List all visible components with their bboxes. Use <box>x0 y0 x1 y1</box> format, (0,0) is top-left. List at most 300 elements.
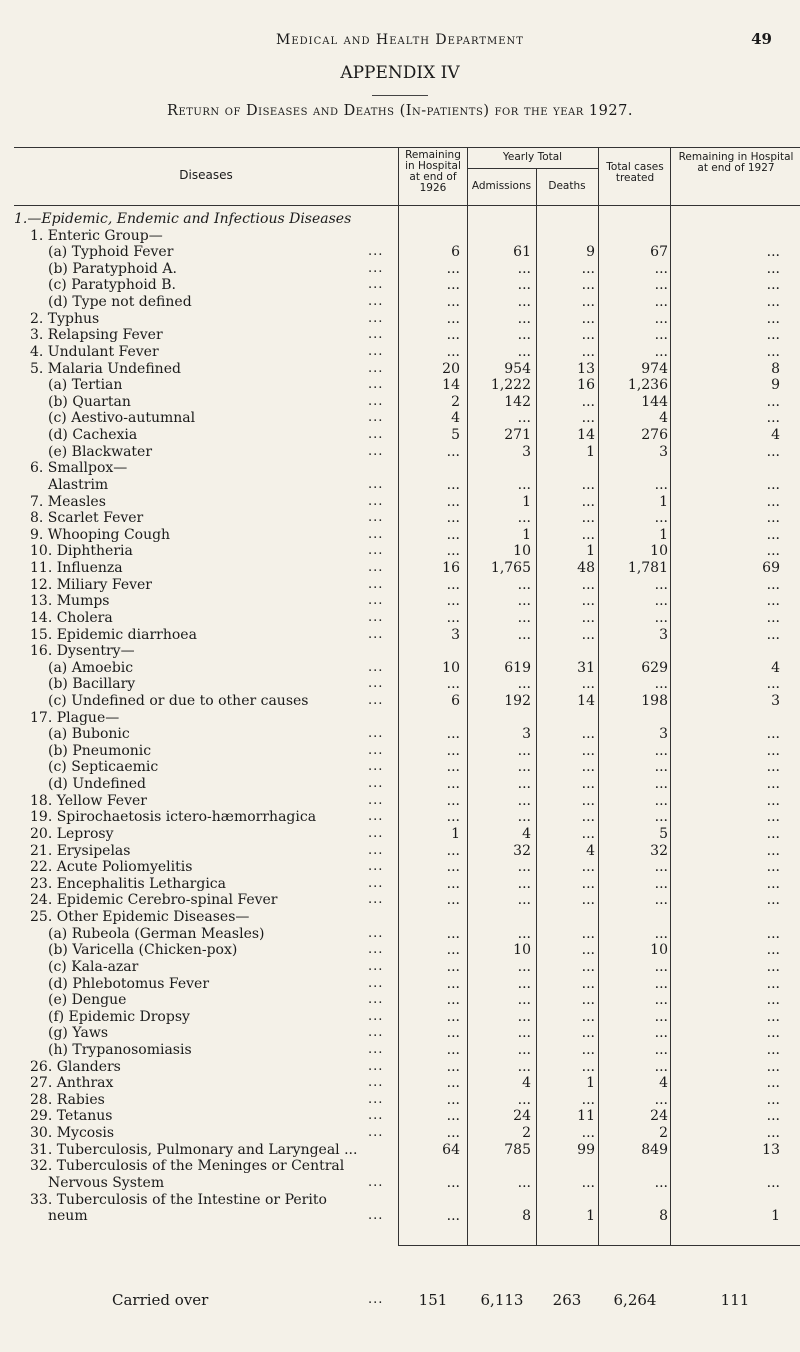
cell-remaining-1927: ... <box>766 410 780 427</box>
disease-label: 15. Epidemic diarrhoea <box>30 626 197 643</box>
table-row <box>0 1141 800 1159</box>
cell-deaths: 14 <box>577 692 595 709</box>
cell-total-cases: 276 <box>641 427 668 444</box>
cell-total-cases: 849 <box>641 1141 668 1158</box>
cell-deaths: ... <box>581 1025 595 1042</box>
cell-admissions: 4 <box>522 1075 531 1092</box>
table-row <box>0 276 800 294</box>
table-row <box>0 858 800 876</box>
col-head-admissions: Admissions <box>471 180 532 192</box>
cell-admissions: ... <box>517 676 531 693</box>
cell-remaining-1926: ... <box>446 676 460 693</box>
cell-admissions: ... <box>517 792 531 809</box>
cell-remaining-1926: ... <box>446 343 460 360</box>
leader-dots: ... <box>368 759 384 775</box>
cell-remaining-1927: 3 <box>771 692 780 709</box>
cell-admissions: 1,765 <box>490 560 531 577</box>
cell-admissions: ... <box>517 310 531 327</box>
cell-deaths: 1 <box>586 443 595 460</box>
cell-deaths: ... <box>581 626 595 643</box>
cell-deaths: ... <box>581 925 595 942</box>
leader-dots: ... <box>368 327 384 343</box>
cell-total-cases: ... <box>654 327 668 344</box>
leader-dots: ... <box>368 493 384 509</box>
cell-total-cases: 3 <box>659 626 668 643</box>
cell-remaining-1926: ... <box>446 310 460 327</box>
table-row <box>0 1008 800 1026</box>
table-row <box>0 659 800 677</box>
cell-deaths: 14 <box>577 427 595 444</box>
carried-over-remaining-1926: 151 <box>418 1291 448 1309</box>
cell-admissions: ... <box>517 759 531 776</box>
cell-total-cases: 4 <box>659 410 668 427</box>
cell-deaths: ... <box>581 1125 595 1142</box>
table-row <box>0 1207 800 1225</box>
cell-remaining-1926: ... <box>446 726 460 743</box>
cell-remaining-1927: ... <box>766 327 780 344</box>
disease-label: neum <box>48 1208 88 1225</box>
cell-remaining-1927: ... <box>766 593 780 610</box>
cell-remaining-1927: ... <box>766 1075 780 1092</box>
cell-remaining-1926: 2 <box>451 393 460 410</box>
cell-remaining-1926: ... <box>446 1108 460 1125</box>
cell-total-cases: 1 <box>659 526 668 543</box>
leader-dots: ... <box>368 576 384 592</box>
cell-remaining-1927: ... <box>766 792 780 809</box>
disease-label: 13. Mumps <box>30 593 110 610</box>
table-row <box>0 792 800 810</box>
table-row <box>0 576 800 594</box>
leader-dots: ... <box>368 410 384 426</box>
leader-dots: ... <box>368 626 384 642</box>
leader-dots: ... <box>368 427 384 443</box>
disease-label: (g) Yaws <box>48 1025 109 1042</box>
disease-label: 10. Diphtheria <box>30 543 133 560</box>
subtotal-rule <box>398 1245 800 1246</box>
cell-admissions: ... <box>517 343 531 360</box>
leader-dots: ... <box>368 609 384 625</box>
cell-remaining-1926: ... <box>446 1075 460 1092</box>
cell-admissions: 954 <box>504 360 531 377</box>
cell-remaining-1926: ... <box>446 294 460 311</box>
cell-total-cases: ... <box>654 792 668 809</box>
leader-dots: ... <box>368 294 384 310</box>
cell-remaining-1927: ... <box>766 975 780 992</box>
table-row <box>0 459 800 477</box>
appendix-title: APPENDIX IV <box>340 63 460 83</box>
disease-label: 14. Cholera <box>30 609 113 626</box>
disease-label: 22. Acute Poliomyelitis <box>30 859 193 876</box>
disease-label: (b) Pneumonic <box>48 742 152 759</box>
table-row <box>0 1024 800 1042</box>
disease-label: 21. Erysipelas <box>30 842 131 859</box>
cell-deaths: ... <box>581 792 595 809</box>
cell-admissions: 785 <box>504 1141 531 1158</box>
cell-total-cases: 1,236 <box>627 377 668 394</box>
cell-remaining-1927: ... <box>766 1058 780 1075</box>
leader-dots: ... <box>368 393 384 409</box>
disease-label: 30. Mycosis <box>30 1125 115 1142</box>
cell-total-cases: ... <box>654 576 668 593</box>
disease-label: 28. Rabies <box>30 1091 105 1108</box>
cell-deaths: ... <box>581 310 595 327</box>
cell-admissions: ... <box>517 476 531 493</box>
disease-label: 24. Epidemic Cerebro-spinal Fever <box>30 892 278 909</box>
leader-dots: ... <box>368 1008 384 1024</box>
cell-deaths: ... <box>581 975 595 992</box>
cell-remaining-1927: 1 <box>771 1208 780 1225</box>
cell-remaining-1926: ... <box>446 260 460 277</box>
cell-deaths: ... <box>581 726 595 743</box>
cell-total-cases: ... <box>654 676 668 693</box>
col-head-remaining-1926: Remaining in Hospital at end of 1926 <box>405 149 461 194</box>
cell-remaining-1926: ... <box>446 443 460 460</box>
cell-remaining-1926: ... <box>446 925 460 942</box>
cell-total-cases: 4 <box>659 1075 668 1092</box>
cell-remaining-1926: ... <box>446 1058 460 1075</box>
cell-total-cases: 629 <box>641 659 668 676</box>
table-row <box>0 925 800 943</box>
cell-total-cases: ... <box>654 776 668 793</box>
cell-remaining-1927: ... <box>766 443 780 460</box>
disease-label: 8. Scarlet Fever <box>30 510 144 527</box>
table-row <box>0 393 800 411</box>
cell-total-cases: ... <box>654 294 668 311</box>
cell-remaining-1926: ... <box>446 859 460 876</box>
disease-label: 31. Tuberculosis, Pulmonary and Laryngeal ... <box>30 1141 358 1158</box>
cell-remaining-1926: ... <box>446 510 460 527</box>
leader-dots: ... <box>368 1174 384 1190</box>
cell-total-cases: ... <box>654 925 668 942</box>
cell-remaining-1927: ... <box>766 343 780 360</box>
cell-total-cases: ... <box>654 809 668 826</box>
cell-remaining-1926: ... <box>446 1008 460 1025</box>
cell-admissions: ... <box>517 609 531 626</box>
leader-dots: ... <box>368 277 384 293</box>
cell-total-cases: ... <box>654 759 668 776</box>
cell-admissions: 619 <box>504 659 531 676</box>
cell-remaining-1927: ... <box>766 676 780 693</box>
table-row <box>0 626 800 644</box>
cell-remaining-1926: ... <box>446 493 460 510</box>
disease-label: 4. Undulant Fever <box>30 343 159 360</box>
carried-over-deaths: 263 <box>552 1291 582 1309</box>
carried-over-label: Carried over <box>112 1291 209 1309</box>
cell-admissions: 32 <box>513 842 531 859</box>
cell-admissions: ... <box>517 327 531 344</box>
cell-total-cases: 5 <box>659 825 668 842</box>
leader-dots: ... <box>368 842 384 858</box>
table-row <box>0 642 800 660</box>
cell-remaining-1926: ... <box>446 593 460 610</box>
cell-remaining-1926: 10 <box>442 659 460 676</box>
carried-over-admissions: 6,113 <box>480 1291 524 1309</box>
cell-remaining-1927: ... <box>766 476 780 493</box>
cell-remaining-1927: ... <box>766 809 780 826</box>
leader-dots: ... <box>368 742 384 758</box>
cell-remaining-1926: 1 <box>451 825 460 842</box>
cell-admissions: 2 <box>522 1125 531 1142</box>
carried-over-remaining-1927: 111 <box>720 1291 750 1309</box>
cell-total-cases: ... <box>654 975 668 992</box>
table-row <box>0 1091 800 1109</box>
table-row <box>0 476 800 494</box>
cell-admissions: ... <box>517 1008 531 1025</box>
table-row <box>0 526 800 544</box>
table-row <box>0 991 800 1009</box>
cell-total-cases: 10 <box>650 942 668 959</box>
disease-label: 2. Typhus <box>30 310 100 327</box>
disease-label: (c) Septicaemic <box>48 759 159 776</box>
disease-label: Alastrim <box>48 476 109 493</box>
cell-remaining-1927: ... <box>766 942 780 959</box>
disease-label: 6. Smallpox— <box>30 460 128 477</box>
leader-dots: ... <box>368 543 384 559</box>
table-row <box>0 1107 800 1125</box>
cell-admissions: 24 <box>513 1108 531 1125</box>
cell-admissions: ... <box>517 1058 531 1075</box>
cell-admissions: 3 <box>522 443 531 460</box>
cell-remaining-1927: ... <box>766 294 780 311</box>
cell-remaining-1926: ... <box>446 576 460 593</box>
cell-total-cases: ... <box>654 1025 668 1042</box>
cell-deaths: 16 <box>577 377 595 394</box>
cell-remaining-1927: ... <box>766 958 780 975</box>
disease-label: (d) Undefined <box>48 776 146 793</box>
cell-deaths: ... <box>581 742 595 759</box>
cell-admissions: 10 <box>513 942 531 959</box>
cell-admissions: ... <box>517 958 531 975</box>
cell-admissions: 61 <box>513 244 531 261</box>
leader-dots: ... <box>368 1292 384 1307</box>
cell-admissions: ... <box>517 294 531 311</box>
disease-label: 23. Encephalitis Lethargica <box>30 875 226 892</box>
cell-deaths: ... <box>581 942 595 959</box>
leader-dots: ... <box>368 676 384 692</box>
leader-dots: ... <box>368 875 384 891</box>
cell-remaining-1926: 14 <box>442 377 460 394</box>
cell-total-cases: ... <box>654 260 668 277</box>
cell-remaining-1926: ... <box>446 1208 460 1225</box>
disease-label: (d) Type not defined <box>48 294 192 311</box>
cell-admissions: ... <box>517 892 531 909</box>
table-top-rule <box>14 147 800 148</box>
cell-remaining-1927: ... <box>766 825 780 842</box>
cell-deaths: ... <box>581 476 595 493</box>
cell-remaining-1927: ... <box>766 1091 780 1108</box>
leader-dots: ... <box>368 476 384 492</box>
cell-remaining-1926: ... <box>446 543 460 560</box>
table-row <box>0 1124 800 1142</box>
disease-label: 33. Tuberculosis of the Intestine or Perito <box>30 1191 327 1208</box>
leader-dots: ... <box>368 792 384 808</box>
table-row <box>0 908 800 926</box>
leader-dots: ... <box>368 925 384 941</box>
cell-remaining-1926: ... <box>446 809 460 826</box>
cell-admissions: 10 <box>513 543 531 560</box>
table-row <box>0 326 800 344</box>
cell-remaining-1926: ... <box>446 942 460 959</box>
cell-remaining-1927: ... <box>766 310 780 327</box>
leader-dots: ... <box>368 659 384 675</box>
cell-admissions: 1 <box>522 493 531 510</box>
cell-admissions: ... <box>517 859 531 876</box>
leader-dots: ... <box>368 377 384 393</box>
disease-label: 18. Yellow Fever <box>30 792 147 809</box>
cell-deaths: ... <box>581 493 595 510</box>
leader-dots: ... <box>368 958 384 974</box>
cell-total-cases: ... <box>654 476 668 493</box>
cell-total-cases: 198 <box>641 692 668 709</box>
disease-label: 11. Influenza <box>30 560 123 577</box>
cell-total-cases: 67 <box>650 244 668 261</box>
disease-label: 27. Anthrax <box>30 1075 114 1092</box>
table-row <box>0 592 800 610</box>
cell-deaths: ... <box>581 958 595 975</box>
cell-remaining-1926: 5 <box>451 427 460 444</box>
cell-total-cases: 32 <box>650 842 668 859</box>
cell-remaining-1927: 69 <box>762 560 780 577</box>
disease-label: (h) Trypanosomiasis <box>48 1042 192 1058</box>
leader-dots: ... <box>368 526 384 542</box>
cell-admissions: 192 <box>504 692 531 709</box>
cell-admissions: 271 <box>504 427 531 444</box>
cell-deaths: ... <box>581 892 595 909</box>
cell-remaining-1927: ... <box>766 992 780 1009</box>
disease-label: (e) Blackwater <box>48 443 153 460</box>
cell-deaths: 99 <box>577 1141 595 1158</box>
cell-remaining-1926: ... <box>446 1091 460 1108</box>
disease-label: 12. Miliary Fever <box>30 576 153 593</box>
table-row <box>0 609 800 627</box>
cell-total-cases: ... <box>654 1008 668 1025</box>
cell-deaths: 11 <box>577 1108 595 1125</box>
disease-label: 17. Plague— <box>30 709 120 726</box>
leader-dots: ... <box>368 809 384 825</box>
table-row <box>0 742 800 760</box>
col-head-diseases: Diseases <box>179 168 233 182</box>
cell-total-cases: ... <box>654 310 668 327</box>
cell-admissions: ... <box>517 1042 531 1058</box>
cell-remaining-1927: ... <box>766 875 780 892</box>
table-row <box>0 758 800 776</box>
leader-dots: ... <box>368 726 384 742</box>
cell-remaining-1927: 4 <box>771 659 780 676</box>
header-bottom-rule <box>14 205 800 206</box>
leader-dots: ... <box>368 1058 384 1074</box>
disease-label: (d) Cachexia <box>48 427 138 444</box>
cell-remaining-1926: ... <box>446 759 460 776</box>
disease-label: 9. Whooping Cough <box>30 526 171 543</box>
disease-label: (c) Paratyphoid B. <box>48 277 176 294</box>
disease-label: (a) Bubonic <box>48 726 130 743</box>
cell-total-cases: ... <box>654 958 668 975</box>
disease-label: (a) Amoebic <box>48 659 134 676</box>
disease-label: 5. Malaria Undefined <box>30 360 181 377</box>
leader-dots: ... <box>368 1042 384 1057</box>
table-row <box>0 227 800 245</box>
disease-label: 32. Tuberculosis of the Meninges or Central <box>30 1158 345 1175</box>
disease-label: (a) Rubeola (German Measles) <box>48 925 265 942</box>
table-row <box>0 360 800 378</box>
cell-total-cases: 2 <box>659 1125 668 1142</box>
cell-deaths: ... <box>581 776 595 793</box>
table-row <box>0 426 800 444</box>
cell-remaining-1927: ... <box>766 759 780 776</box>
cell-remaining-1927: ... <box>766 393 780 410</box>
table-row <box>0 675 800 693</box>
cell-remaining-1926: ... <box>446 875 460 892</box>
table-row <box>0 1058 800 1076</box>
leader-dots: ... <box>368 443 384 459</box>
leader-dots: ... <box>368 244 384 260</box>
cell-remaining-1927: 8 <box>771 360 780 377</box>
cell-deaths: ... <box>581 510 595 527</box>
cell-deaths: ... <box>581 859 595 876</box>
cell-remaining-1926: ... <box>446 842 460 859</box>
cell-deaths: ... <box>581 410 595 427</box>
cell-deaths: ... <box>581 992 595 1009</box>
leader-dots: ... <box>368 593 384 609</box>
cell-admissions: 8 <box>522 1208 531 1225</box>
cell-remaining-1926: ... <box>446 792 460 809</box>
cell-remaining-1926: ... <box>446 277 460 294</box>
cell-deaths: ... <box>581 1174 595 1191</box>
cell-remaining-1927: ... <box>766 1125 780 1142</box>
cell-remaining-1927: ... <box>766 277 780 294</box>
cell-remaining-1927: ... <box>766 260 780 277</box>
cell-remaining-1927: ... <box>766 859 780 876</box>
cell-remaining-1927: ... <box>766 1008 780 1025</box>
col-head-yearly-total: Yearly Total <box>502 151 563 163</box>
cell-deaths: ... <box>581 294 595 311</box>
leader-dots: ... <box>368 992 384 1008</box>
cell-admissions: ... <box>517 975 531 992</box>
cell-remaining-1927: 4 <box>771 427 780 444</box>
disease-label: 26. Glanders <box>30 1058 121 1075</box>
cell-remaining-1926: ... <box>446 327 460 344</box>
cell-remaining-1927: ... <box>766 842 780 859</box>
cell-remaining-1927: ... <box>766 1042 780 1058</box>
disease-label: (e) Dengue <box>48 992 127 1009</box>
table-row <box>0 376 800 394</box>
cell-remaining-1927: ... <box>766 742 780 759</box>
cell-remaining-1926: ... <box>446 1125 460 1142</box>
table-row <box>0 409 800 427</box>
disease-label: 20. Leprosy <box>30 825 114 842</box>
cell-remaining-1927: ... <box>766 1108 780 1125</box>
table-row <box>0 1041 800 1059</box>
table-row <box>0 1174 800 1192</box>
page-number: 49 <box>751 30 772 48</box>
disease-label: (b) Bacillary <box>48 676 136 693</box>
leader-dots: ... <box>368 310 384 326</box>
cell-total-cases: 3 <box>659 443 668 460</box>
cell-total-cases: 144 <box>641 393 668 410</box>
cell-deaths: ... <box>581 875 595 892</box>
cell-total-cases: ... <box>654 1058 668 1075</box>
running-title: Medical and Health Department <box>276 32 524 48</box>
disease-label: (b) Varicella (Chicken-pox) <box>48 942 238 959</box>
leader-dots: ... <box>368 825 384 841</box>
cell-deaths: ... <box>581 593 595 610</box>
disease-label: 16. Dysentry— <box>30 643 135 660</box>
cell-remaining-1926: ... <box>446 1025 460 1042</box>
cell-deaths: 13 <box>577 360 595 377</box>
cell-total-cases: ... <box>654 277 668 294</box>
cell-total-cases: ... <box>654 1174 668 1191</box>
cell-admissions: ... <box>517 1091 531 1108</box>
